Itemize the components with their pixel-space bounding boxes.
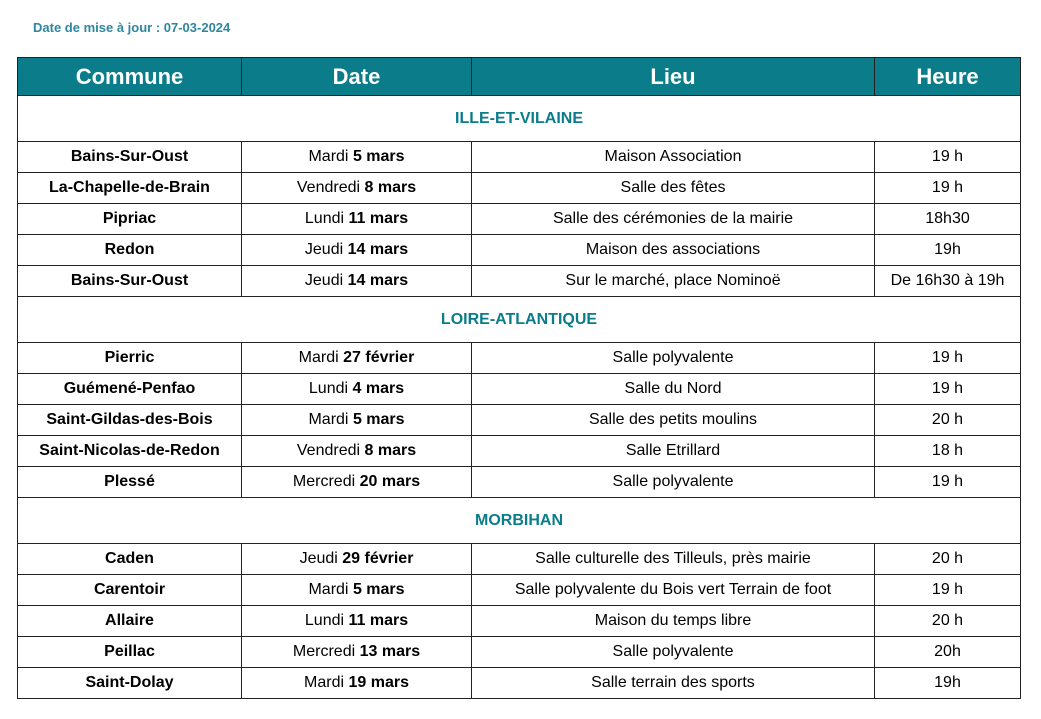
table-row: [18, 544, 1021, 575]
commune-cell: Caden: [18, 544, 242, 575]
date-day-month: 11 mars: [348, 612, 409, 629]
date-cell: [242, 405, 472, 436]
date-day-month: 5 mars: [352, 581, 405, 598]
heure-cell: 19 h: [875, 173, 1021, 204]
table-row: [18, 142, 1021, 173]
date-weekday: Vendredi: [296, 179, 361, 196]
table-row: [18, 266, 1021, 297]
commune-cell: Saint-Nicolas-de-Redon: [18, 436, 242, 467]
heure-cell: 18 h: [875, 436, 1021, 467]
lieu-cell: Salle des fêtes: [472, 173, 875, 204]
commune-cell: Guémené-Penfao: [18, 374, 242, 405]
date-cell: [242, 235, 472, 266]
date-day-month: 14 mars: [347, 272, 409, 289]
heure-cell: 19h: [875, 668, 1021, 699]
commune-cell: Plessé: [18, 467, 242, 498]
header-commune: Commune: [18, 58, 242, 96]
date-day-month: 13 mars: [359, 643, 421, 660]
section-row: [18, 96, 1021, 142]
table-row: [18, 235, 1021, 266]
commune-cell: Pipriac: [18, 204, 242, 235]
table-row: [18, 374, 1021, 405]
date-day-month: 5 mars: [352, 148, 405, 165]
table-row: [18, 606, 1021, 637]
lieu-cell: Maison du temps libre: [472, 606, 875, 637]
date-day-month: 8 mars: [364, 179, 417, 196]
commune-cell: La-Chapelle-de-Brain: [18, 173, 242, 204]
update-date-label: Date de mise à jour : 07-03-2024: [33, 20, 231, 35]
heure-cell: 18h30: [875, 204, 1021, 235]
lieu-cell: Salle Etrillard: [472, 436, 875, 467]
date-day-month: 4 mars: [352, 380, 405, 397]
heure-cell: 19 h: [875, 142, 1021, 173]
lieu-cell: Sur le marché, place Nominoë: [472, 266, 875, 297]
table-row: [18, 575, 1021, 606]
lieu-cell: Maison des associations: [472, 235, 875, 266]
heure-cell: De 16h30 à 19h: [875, 266, 1021, 297]
commune-cell: Saint-Dolay: [18, 668, 242, 699]
date-weekday: Mercredi: [292, 473, 356, 490]
date-cell: [242, 436, 472, 467]
date-weekday: Jeudi: [304, 241, 344, 258]
date-cell: [242, 544, 472, 575]
commune-cell: Redon: [18, 235, 242, 266]
table-row: [18, 637, 1021, 668]
date-day-month: 27 février: [343, 349, 415, 366]
date-weekday: Mardi: [298, 349, 339, 366]
lieu-cell: Salle polyvalente: [472, 343, 875, 374]
date-weekday: Lundi: [304, 612, 345, 629]
date-weekday: Mardi: [308, 411, 349, 428]
section-title: LOIRE-ATLANTIQUE: [18, 297, 1021, 343]
lieu-cell: Salle des petits moulins: [472, 405, 875, 436]
header-lieu: Lieu: [472, 58, 875, 96]
commune-cell: Saint-Gildas-des-Bois: [18, 405, 242, 436]
date-cell: [242, 173, 472, 204]
heure-cell: 20 h: [875, 606, 1021, 637]
heure-cell: 19 h: [875, 575, 1021, 606]
section-title: ILLE-ET-VILAINE: [18, 96, 1021, 142]
commune-cell: Allaire: [18, 606, 242, 637]
date-cell: [242, 575, 472, 606]
heure-cell: 19 h: [875, 467, 1021, 498]
heure-cell: 20 h: [875, 405, 1021, 436]
lieu-cell: Salle des cérémonies de la mairie: [472, 204, 875, 235]
lieu-cell: Salle polyvalente: [472, 467, 875, 498]
lieu-cell: Salle polyvalente: [472, 637, 875, 668]
table-row: [18, 173, 1021, 204]
lieu-cell: Salle du Nord: [472, 374, 875, 405]
lieu-cell: Maison Association: [472, 142, 875, 173]
heure-cell: 19 h: [875, 343, 1021, 374]
section-title: MORBIHAN: [18, 498, 1021, 544]
commune-cell: Bains-Sur-Oust: [18, 266, 242, 297]
date-weekday: Jeudi: [299, 550, 338, 567]
date-day-month: 19 mars: [348, 674, 409, 691]
date-day-month: 5 mars: [352, 411, 405, 428]
date-weekday: Jeudi: [304, 272, 344, 289]
date-cell: [242, 606, 472, 637]
header-date: Date: [242, 58, 472, 96]
heure-cell: 20h: [875, 637, 1021, 668]
lieu-cell: Salle polyvalente du Bois vert Terrain de foot: [472, 575, 875, 606]
date-cell: [242, 266, 472, 297]
header-heure: Heure: [875, 58, 1021, 96]
date-cell: [242, 668, 472, 699]
heure-cell: 19 h: [875, 374, 1021, 405]
section-row: [18, 498, 1021, 544]
table-row: [18, 405, 1021, 436]
date-cell: [242, 637, 472, 668]
table-body: [18, 96, 1021, 699]
table-row: [18, 343, 1021, 374]
table-row: [18, 467, 1021, 498]
table-header-row: [18, 58, 1021, 96]
commune-cell: Pierric: [18, 343, 242, 374]
date-weekday: Mercredi: [292, 643, 356, 660]
commune-cell: Carentoir: [18, 575, 242, 606]
date-cell: [242, 142, 472, 173]
date-day-month: 20 mars: [359, 473, 421, 490]
date-day-month: 8 mars: [364, 442, 417, 459]
date-weekday: Mardi: [308, 581, 349, 598]
commune-cell: Peillac: [18, 637, 242, 668]
date-weekday: Mardi: [304, 674, 345, 691]
meetings-table: [17, 57, 1021, 699]
lieu-cell: Salle terrain des sports: [472, 668, 875, 699]
date-cell: [242, 343, 472, 374]
date-weekday: Lundi: [304, 210, 345, 227]
date-weekday: Mardi: [308, 148, 349, 165]
date-cell: [242, 204, 472, 235]
section-row: [18, 297, 1021, 343]
commune-cell: Bains-Sur-Oust: [18, 142, 242, 173]
date-day-month: 14 mars: [347, 241, 409, 258]
date-day-month: 29 février: [342, 550, 414, 567]
table-row: [18, 204, 1021, 235]
table-row: [18, 436, 1021, 467]
date-cell: [242, 374, 472, 405]
date-cell: [242, 467, 472, 498]
lieu-cell: Salle culturelle des Tilleuls, près mairie: [472, 544, 875, 575]
date-weekday: Lundi: [308, 380, 349, 397]
table-row: [18, 668, 1021, 699]
heure-cell: 20 h: [875, 544, 1021, 575]
heure-cell: 19h: [875, 235, 1021, 266]
date-day-month: 11 mars: [348, 210, 409, 227]
date-weekday: Vendredi: [296, 442, 361, 459]
